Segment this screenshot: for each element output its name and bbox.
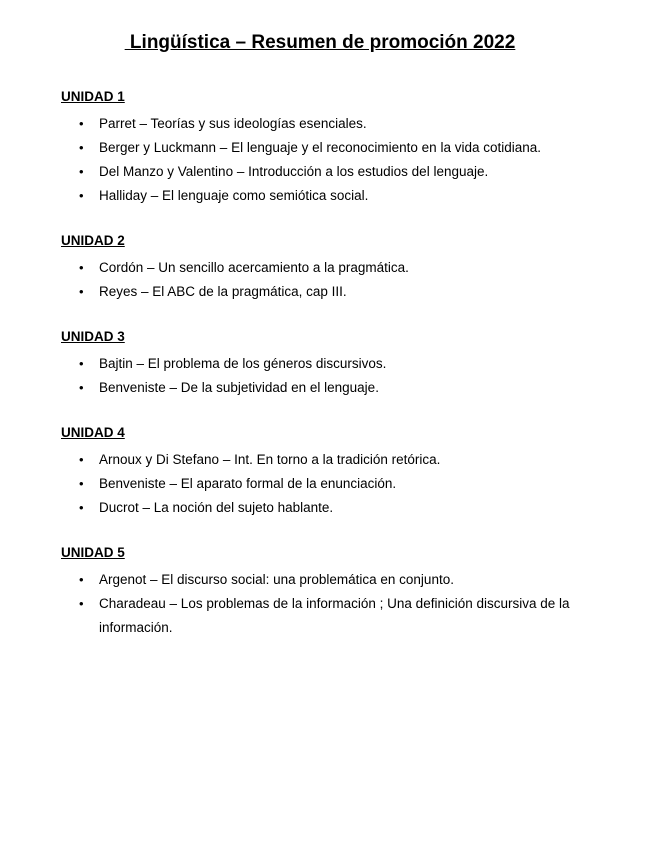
list-item-text: Benveniste – De la subjetividad en el lenguaje. [99,380,379,395]
bullet-icon: • [79,188,84,203]
reading-list [61,256,601,304]
list-item-text: Arnoux y Di Stefano – Int. En torno a la tradición retórica. [99,452,441,467]
bullet-icon: • [79,356,84,371]
bullet-icon: • [79,572,84,587]
unit-heading: UNIDAD 3 [61,329,125,344]
list-item [61,160,601,184]
list-item [61,496,601,520]
bullet-icon: • [79,500,84,515]
unit-heading: UNIDAD 2 [61,233,125,248]
bullet-icon: • [79,596,84,611]
bullet-icon: • [79,140,84,155]
unit-heading: UNIDAD 5 [61,545,125,560]
bullet-icon: • [79,116,84,131]
list-item-text: Benveniste – El aparato formal de la enunciación. [99,476,397,491]
list-item-text: Argenot – El discurso social: una problemática en conjunto. [99,572,454,587]
list-item [61,280,601,304]
list-item [61,568,601,592]
unit-5-section [61,544,601,640]
list-item-text: Bajtin – El problema de los géneros discursivos. [99,356,387,371]
list-item [61,352,601,376]
list-item-text: Reyes – El ABC de la pragmática, cap III. [99,284,347,299]
list-item-text: Charadeau – Los problemas de la información ; Una definición discursiva de la información. [99,596,570,635]
document-body [61,88,601,664]
reading-list [61,352,601,400]
unit-heading: UNIDAD 4 [61,425,125,440]
list-item [61,256,601,280]
reading-list [61,448,601,520]
list-item-text: Del Manzo y Valentino – Introducción a los estudios del lenguaje. [99,164,489,179]
unit-heading: UNIDAD 1 [61,89,125,104]
document-title: Lingüística – Resumen de promoción 2022 [124,32,516,53]
list-item-text: Parret – Teorías y sus ideologías esenciales. [99,116,367,131]
list-item [61,112,601,136]
bullet-icon: • [79,452,84,467]
list-item [61,448,601,472]
list-item [61,592,601,640]
list-item [61,184,601,208]
reading-list [61,568,601,640]
list-item-text: Cordón – Un sencillo acercamiento a la pragmática. [99,260,409,275]
list-item [61,136,601,160]
unit-4-section [61,424,601,520]
bullet-icon: • [79,380,84,395]
list-item-text: Ducrot – La noción del sujeto hablante. [99,500,334,515]
list-item-text: Berger y Luckmann – El lenguaje y el reconocimiento en la vida cotidiana. [99,140,542,155]
bullet-icon: • [79,260,84,275]
bullet-icon: • [79,164,84,179]
bullet-icon: • [79,476,84,491]
unit-2-section [61,232,601,304]
list-item [61,472,601,496]
list-item [61,376,601,400]
bullet-icon: • [79,284,84,299]
unit-1-section [61,88,601,208]
unit-3-section [61,328,601,400]
list-item-text: Halliday – El lenguaje como semiótica social. [99,188,369,203]
reading-list [61,112,601,208]
